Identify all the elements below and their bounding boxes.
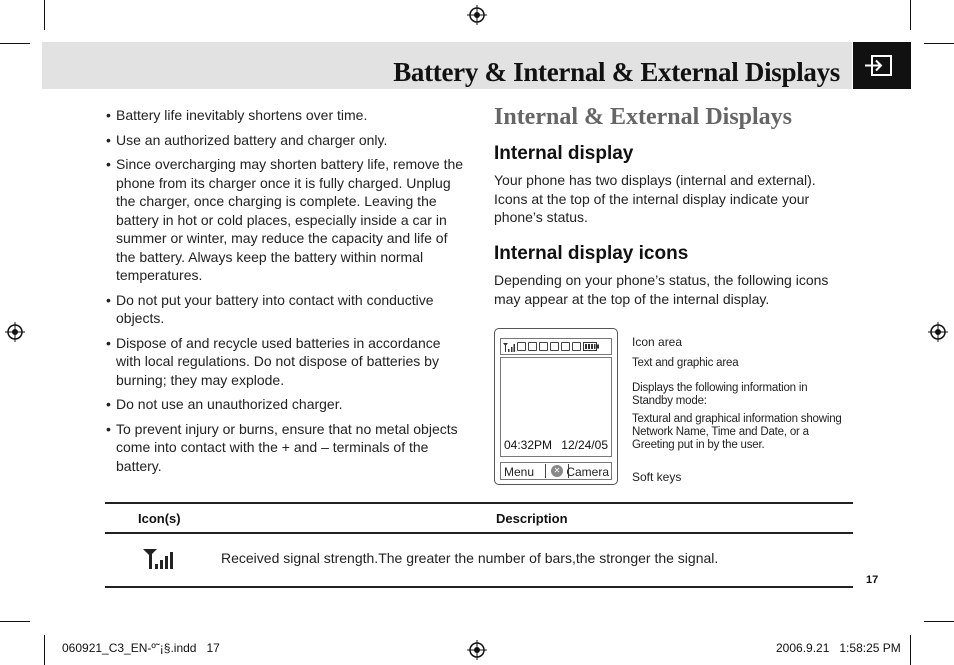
list-item: • Battery life inevitably shortens over time. [106,106,464,125]
crop-mark [0,621,30,622]
registration-mark-icon [467,5,487,25]
crop-mark [910,635,911,665]
list-item: • Do not use an unauthorized charger. [106,395,464,414]
message-icon [528,342,537,351]
callout-soft-keys: Soft keys [632,470,682,484]
callout-icon-area: Icon area [632,335,683,349]
column-header-icons: Icon(s) [138,511,181,526]
footer-timestamp: 2006.9.21 1:58:25 PM [776,641,901,655]
crop-mark [924,621,954,622]
row-description: Received signal strength.The greater the number of bars,the stronger the signal. [221,550,719,566]
phone-display-illustration [494,328,618,485]
registration-mark-icon [928,322,948,342]
internal-icons-text: Depending on your phone’s status, the following icons may appear at the top of the internal display. [494,272,829,307]
clock-icon [572,342,581,351]
internal-display-text: Your phone has two displays (internal and external). Icons at the top of the internal display indicate your phone’s status. [494,172,816,225]
footer-file-name: 060921_C3_EN-º˜¡§.indd 17 [62,641,220,655]
crop-mark [44,0,45,30]
battery-precautions-list [106,106,464,481]
callout-standby-detail: Textural and graphical information showing Network Name, Time and Date, or a Greeting put in by the user. [632,413,842,451]
table-bottom-rule [105,586,853,588]
registration-mark-icon [5,322,25,342]
crop-mark [910,0,911,30]
chapter-tab [853,42,911,89]
navigation-ball-icon: ✕ [551,465,563,477]
envelope-icon [550,342,559,351]
page-title: Battery & Internal & External Displays [393,57,840,87]
internal-display-heading: Internal display [494,143,634,164]
left-softkey[interactable]: Menu [504,465,535,479]
alarm-icon [539,342,548,351]
battery-icon [583,342,599,351]
enter-icon [853,42,911,89]
right-softkey[interactable]: Camera [566,465,609,479]
section-title: Internal & External Displays [494,104,793,130]
callout-standby: Displays the following information in Standby mode: [632,382,808,407]
call-icon [517,342,526,351]
table-top-rule [105,502,853,504]
screen-date: 12/24/05 [561,438,608,452]
page-number: 17 [866,574,879,586]
screen-time: 04:32PM [504,438,553,452]
crop-mark [924,43,954,44]
list-item: • Dispose of and recycle used batteries in accordance with local regulations. Do not dispose of batteries by burning; they may explode. [106,334,464,390]
icon-area [500,338,612,355]
silent-icon [561,342,570,351]
list-item: • Use an authorized battery and charger only. [106,131,464,150]
registration-mark-icon [467,640,487,660]
column-header-description: Description [496,511,568,526]
softkeys-bar [500,462,612,480]
list-item: • To prevent injury or burns, ensure that no metal objects come into contact with the + and – terminals of the battery. [106,420,464,476]
list-item: • Since overcharging may shorten battery life, remove the phone from its charger once it is fully charged. Unplug the charger, once charging is complete. Leaving the battery in hot or cold places, especially inside a car in summer or winter, may reduce the capacity and life of the battery. Always keep the battery within normal temperatures. [106,155,464,285]
text-graphic-area [500,357,612,457]
signal-strength-icon [503,342,515,352]
internal-icons-heading: Internal display icons [494,243,689,264]
table-row [105,534,853,586]
signal-strength-icon [143,547,183,569]
crop-mark [0,43,30,44]
list-item: • Do not put your battery into contact with conductive objects. [106,291,464,328]
callout-text-graphic: Text and graphic area [632,357,739,369]
crop-mark [44,635,45,665]
